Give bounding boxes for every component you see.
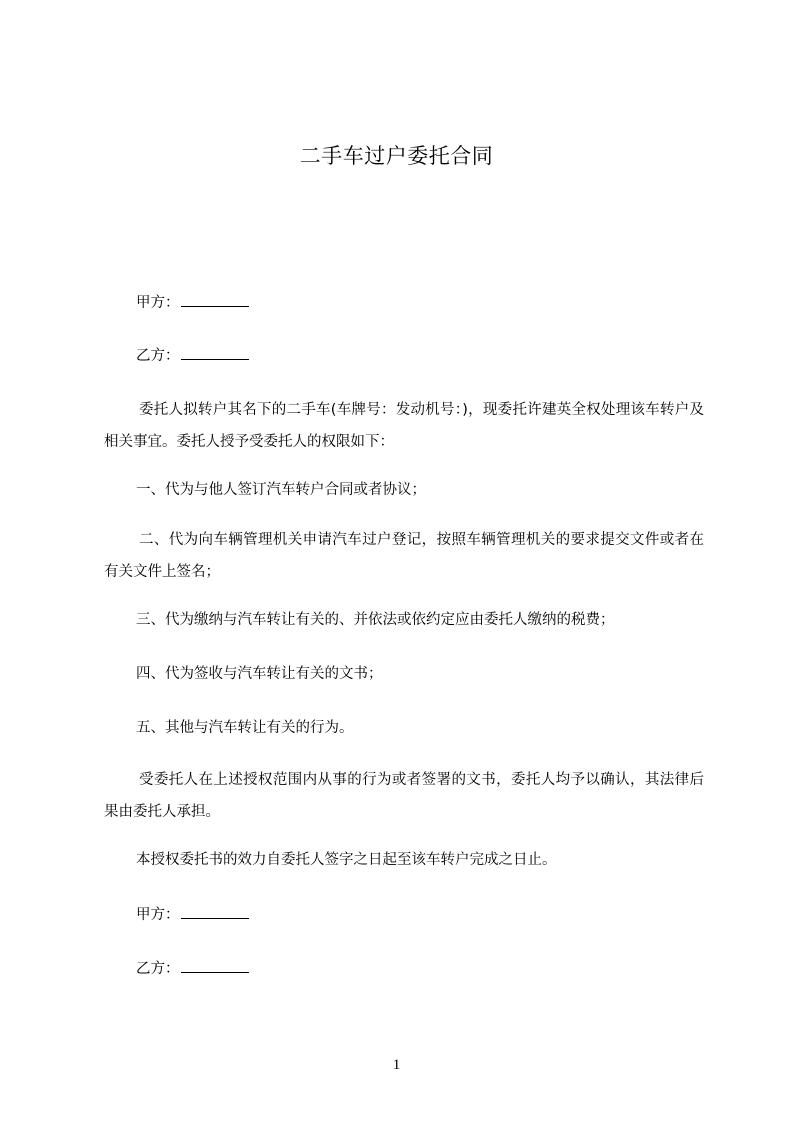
signature-party-a-line (136, 904, 249, 925)
signature-party-b-line (136, 958, 249, 979)
item-4: 四、代为签收与汽车转让有关的文书； (136, 666, 383, 682)
party-a-line (136, 292, 249, 313)
intro-paragraph: 委托人拟转户其名下的二手车(车牌号：发动机号：)，现委托许建英全权处理该车转户及相关事宜。委托人授予受委托人的权限如下： (104, 402, 704, 450)
validity-paragraph: 本授权委托书的效力自委托人签字之日起至该车转户完成之日止。 (136, 852, 557, 868)
item-2: 二、代为向车辆管理机关申请汽车过户登记，按照车辆管理机关的要求提交文件或者在有关文件上签名； (104, 532, 704, 580)
item-3: 三、代为缴纳与汽车转让有关的、并依法或依约定应由委托人缴纳的税费； (136, 612, 615, 628)
party-b-label: 乙方： (136, 348, 180, 364)
signature-party-b-blank (181, 958, 249, 973)
signature-party-b-label: 乙方： (136, 961, 180, 977)
party-b-blank (181, 345, 249, 360)
confirmation-paragraph: 受委托人在上述授权范围内从事的行为或者签署的文书，委托人均予以确认，其法律后果由委托人承担。 (104, 772, 704, 820)
signature-party-a-label: 甲方： (136, 907, 180, 923)
signature-party-a-blank (181, 904, 249, 919)
item-1: 一、代为与他人签订汽车转户合同或者协议； (136, 482, 426, 498)
party-a-blank (181, 292, 249, 307)
page-number: 1 (392, 1057, 401, 1073)
party-a-label: 甲方： (136, 295, 180, 311)
party-b-line (136, 345, 249, 366)
document-title: 二手车过户委托合同 (299, 144, 494, 168)
item-5: 五、其他与汽车转让有关的行为。 (136, 720, 354, 736)
